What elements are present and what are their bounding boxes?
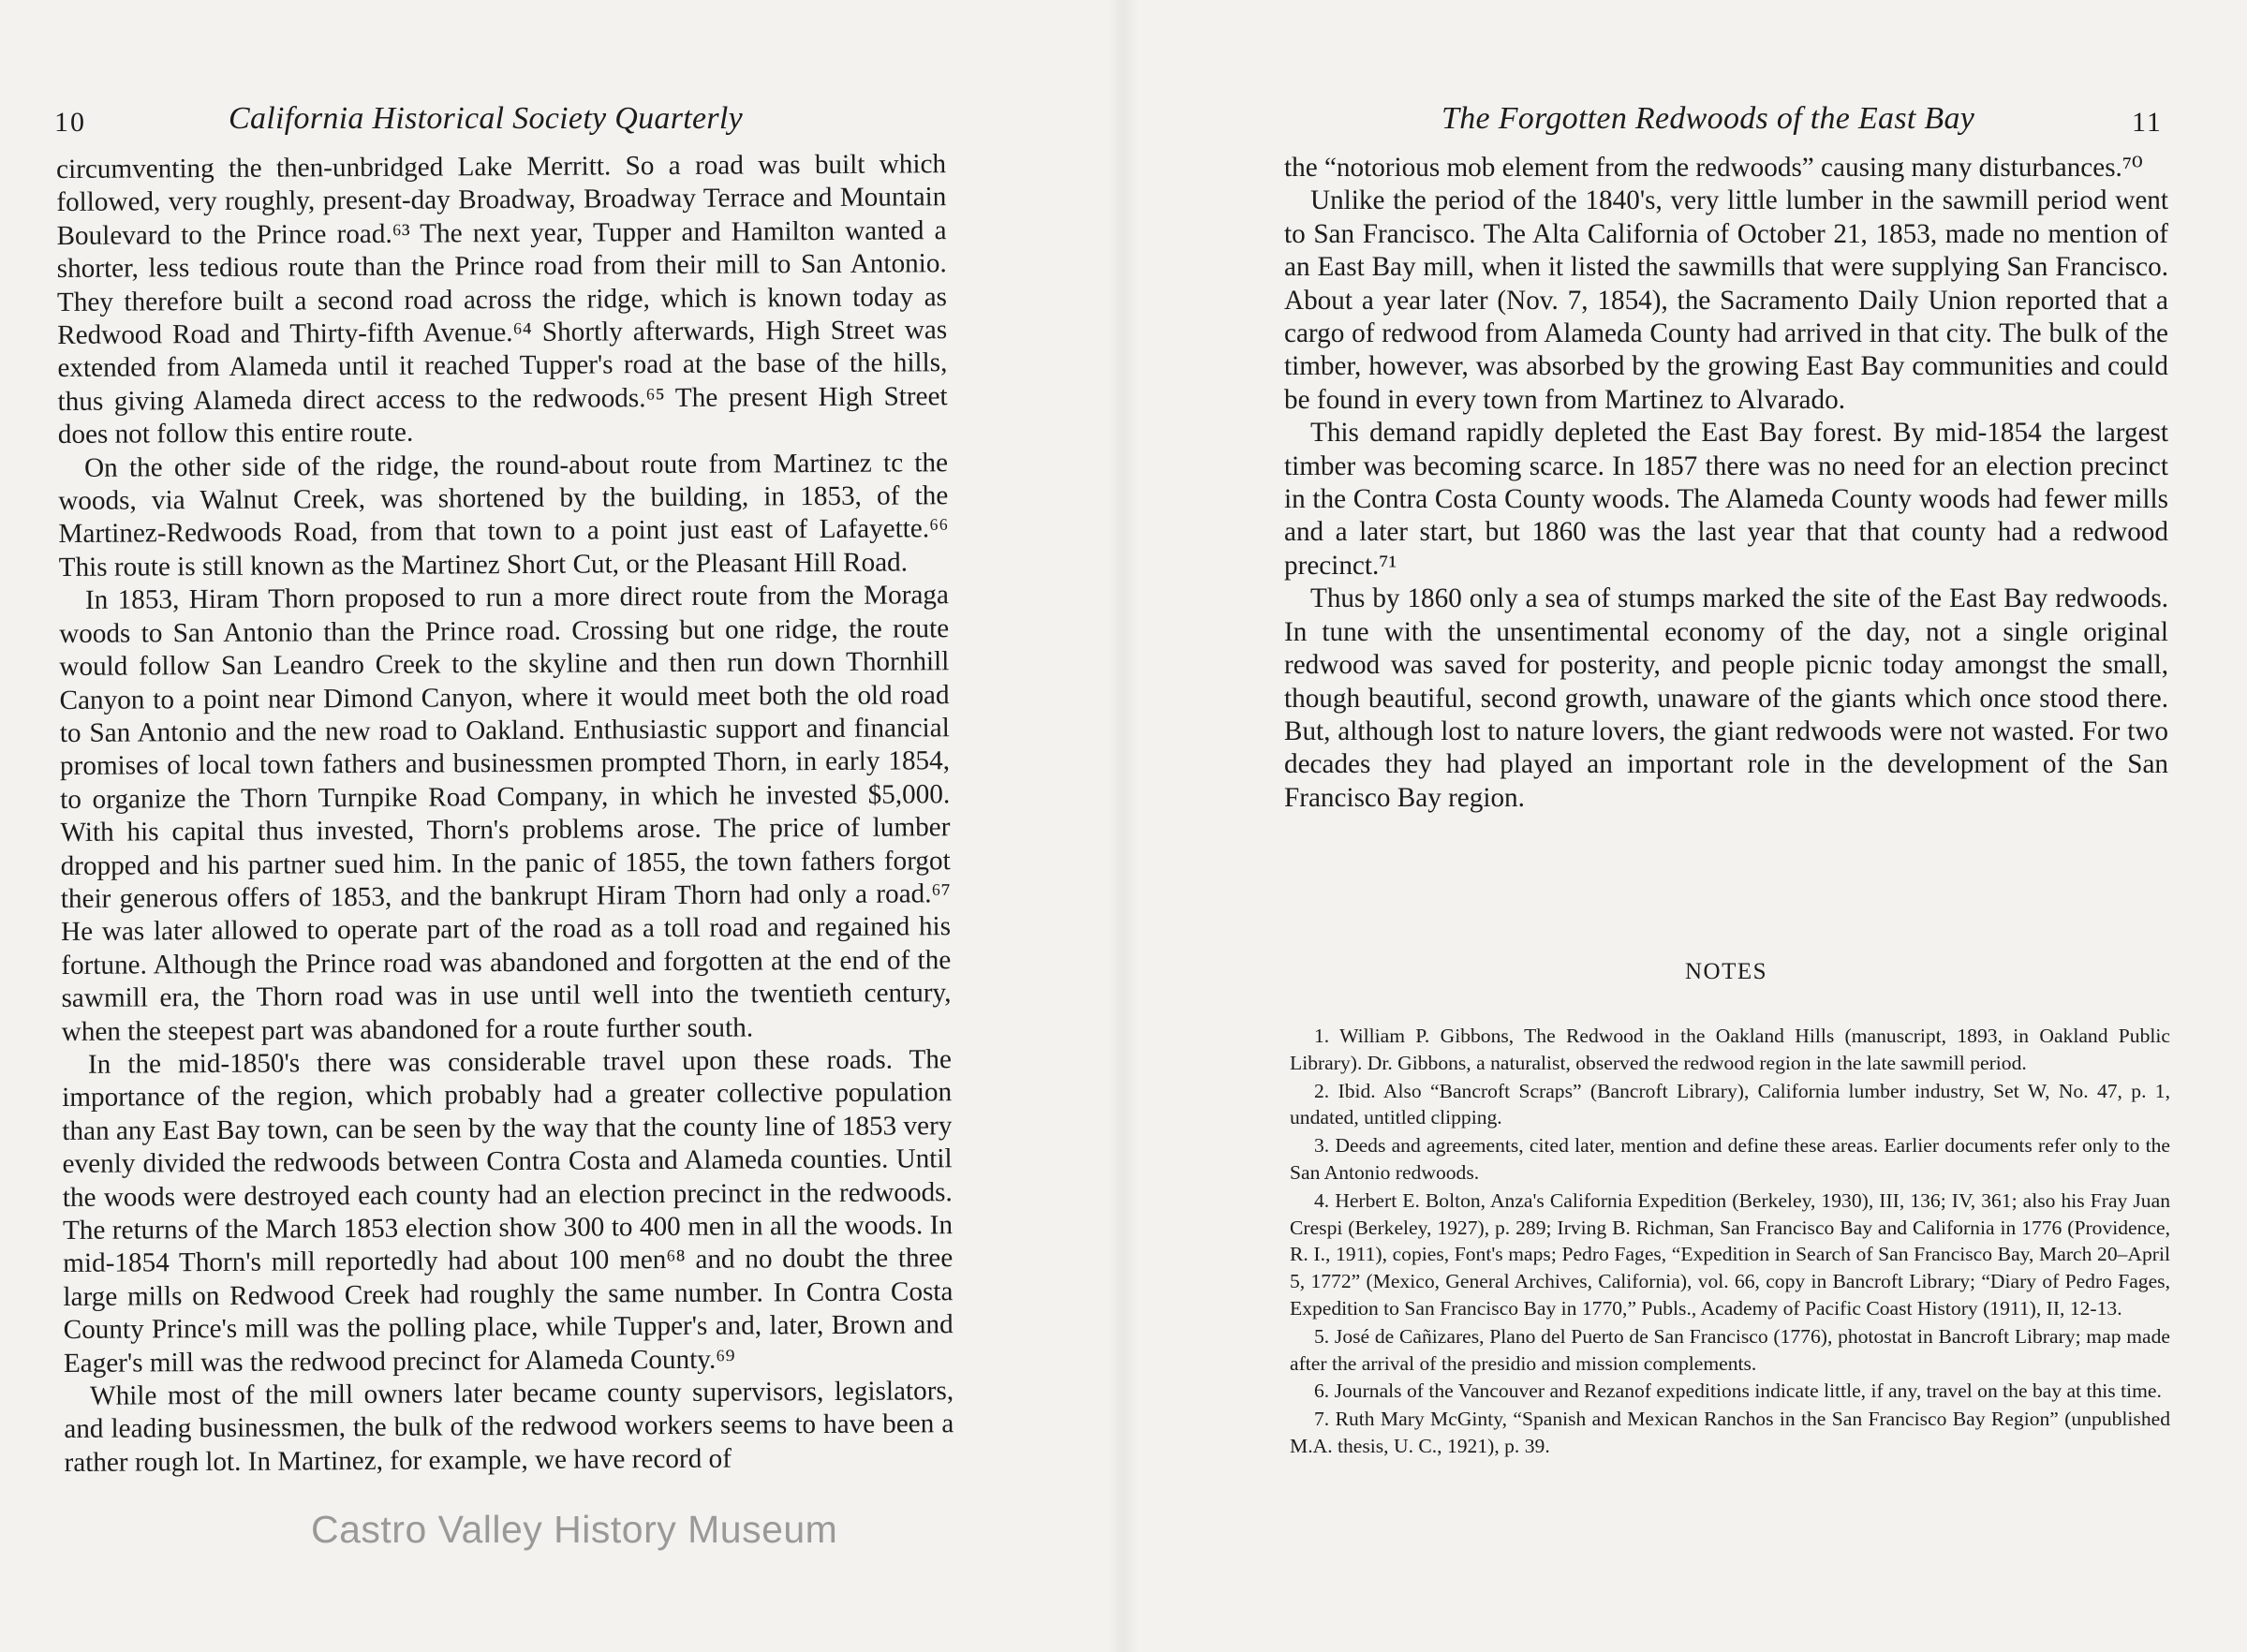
- watermark: Castro Valley History Museum: [311, 1508, 838, 1551]
- body-text: [1284, 152, 2168, 815]
- running-head: California Historical Society Quarterly: [229, 101, 744, 136]
- paragraph: the “notorious mob element from the redwoods” causing many disturbances.⁷⁰: [1284, 153, 2143, 183]
- paragraph: While most of the mill owners later became county supervisors, legislators, and leading businessmen, the bulk of the redwood workers seems to have been a rather rough lot. In Martinez, for example, we have record of: [64, 1376, 954, 1478]
- note: 4. Herbert E. Bolton, Anza's California Expedition (Berkeley, 1930), III, 136; IV, 361; also his Fray Juan Crespi (Berkeley, 1927), p. 289; Irving B. Richman, San Francisco Bay and California in 1776 (Providence, R. I., 1911), copies, Font's maps; Pedro Fages, “Expedition in Search of San Francisco Bay, March 20–April 5, 1772” (Mexico, General Archives, California), vol. 66, copy in Bancroft Library; “Diary of Pedro Fages, Expedition to San Francisco Bay in 1770,” Publs., Academy of Pacific Coast History (1911), II, 12-13.: [1290, 1188, 2170, 1320]
- paragraph: On the other side of the ridge, the round-about route from Martinez tc the woods, via Walnut Creek, was shortened by the building, in 1853, of the Martinez-Redwoods Road, from that town to a point just east of Lafayette.⁶⁶ This route is still known as the Martinez Short Cut, or the Pleasant Hill Road.: [58, 447, 949, 583]
- paragraph: In 1853, Hiram Thorn proposed to run a more direct route from the Moraga woods to San Antonio than the Prince road. Crossing but one ridge, the route would follow San Leandro Creek to the skyline and then run down Thornhill Canyon to a point near Dimond Canyon, where it would meet both the old road to San Antonio and the new road to Oakland. Enthusiastic support and financial promises of local town fathers and businessmen prompted Thorn, in early 1854, to organize the Thorn Turnpike Road Company, in which he invested $5,000. With his capital thus invested, Thorn's problems arose. The price of lumber dropped and his partner sued him. In the panic of 1855, the town fathers forgot their generous offers of 1853, and the bankrupt Hiram Thorn had only a road.⁶⁷ He was later allowed to operate part of the road as a toll road and regained his fortune. Although the Prince road was abandoned and forgotten at the end of the sawmill era, the Thorn road was in use until well into the twentieth century, when the steepest part was abandoned for a route further south.: [59, 580, 952, 1047]
- notes-list: [1290, 1023, 2170, 1461]
- note: 7. Ruth Mary McGinty, “Spanish and Mexican Ranchos in the San Francisco Bay Region” (unpublished M.A. thesis, U. C., 1921), p. 39.: [1290, 1408, 2170, 1457]
- page-number: 11: [2132, 107, 2163, 138]
- note: 5. José de Cañizares, Plano del Puerto de San Francisco (1776), photostat in Bancroft Library; map made after the arrival of the presidio and mission complements.: [1290, 1324, 2170, 1375]
- note: 3. Deeds and agreements, cited later, mention and define these areas. Earlier documents refer only to the San Antonio redwoods.: [1290, 1134, 2170, 1184]
- paragraph: Thus by 1860 only a sea of stumps marked the site of the East Bay redwoods. In tune with the unsentimental economy of the day, not a single original redwood was saved for posterity, and people picnic today amongst the small, though beautiful, second growth, unaware of the giants which once stood there. But, although lost to nature lovers, the giant redwoods were not wasted. For two decades they had played an important role in the development of the San Francisco Bay region.: [1284, 583, 2168, 813]
- left-page: [0, 0, 1123, 1652]
- note: 6. Journals of the Vancouver and Rezanof expeditions indicate little, if any, travel on the bay at this time.: [1314, 1379, 2162, 1403]
- note: 2. Ibid. Also “Bancroft Scraps” (Bancroft Library), California lumber industry, Set W, No. 47, p. 1, undated, untitled clipping.: [1290, 1079, 2170, 1129]
- notes-heading: NOTES: [1684, 959, 1768, 984]
- paragraph: Unlike the period of the 1840's, very little lumber in the sawmill period went to San Francisco. The Alta California of October 21, 1853, made no mention of an East Bay mill, when it listed the sawmills that were supplying San Francisco. About a year later (Nov. 7, 1854), the Sacramento Daily Union reported that a cargo of redwood from Alameda County had arrived in that city. The bulk of the timber, however, was absorbed by the growing East Bay communities and could be found in every town from Martinez to Alvarado.: [1284, 185, 2168, 415]
- page-number: 10: [54, 107, 86, 138]
- paragraph: circumventing the then-unbridged Lake Merritt. So a road was built which followed, very roughly, present-day Broadway, Broadway Terrace and Mountain Boulevard to the Prince road.⁶³ The next year, Tupper and Hamilton wanted a shorter, less tedious route than the Prince road from their mill to San Antonio. They therefore built a second road across the ridge, which is known today as Redwood Road and Thirty-fifth Avenue.⁶⁴ Shortly afterwards, High Street was extended from Alameda until it reached Tupper's road at the base of the hills, thus giving Alameda direct access to the redwoods.⁶⁵ The present High Street does not follow this entire route.: [56, 149, 948, 450]
- running-head: The Forgotten Redwoods of the East Bay: [1441, 101, 1975, 136]
- body-text: [56, 148, 954, 1480]
- paragraph: This demand rapidly depleted the East Bay forest. By mid-1854 the largest timber was becoming scarce. In 1857 there was no need for an election precinct in the Contra Costa County woods. The Alameda County woods had fewer mills and a later start, but 1860 was the last year that that county had a redwood precinct.⁷¹: [1284, 418, 2168, 581]
- paragraph: In the mid-1850's there was considerable travel upon these roads. The importance of the region, which probably had a greater collective population than any East Bay town, can be seen by the way that the county line of 1853 very evenly divided the redwoods between Contra Costa and Alameda counties. Until the woods were destroyed each county had an election precinct in the redwoods. The returns of the March 1853 election show 300 to 400 men in all the woods. In mid-1854 Thorn's mill reportedly had about 100 men⁶⁸ and no doubt the three large mills on Redwood Creek had roughly the same number. In Contra Costa County Prince's mill was the polling place, while Tupper's and, later, Brown and Eager's mill was the redwood precinct for Alameda County.⁶⁹: [62, 1044, 953, 1379]
- note: 1. William P. Gibbons, The Redwood in the Oakland Hills (manuscript, 1893, in Oakland Public Library). Dr. Gibbons, a naturalist, observed the redwood region in the late sawmill period.: [1290, 1025, 2170, 1074]
- right-page: [1123, 0, 2247, 1652]
